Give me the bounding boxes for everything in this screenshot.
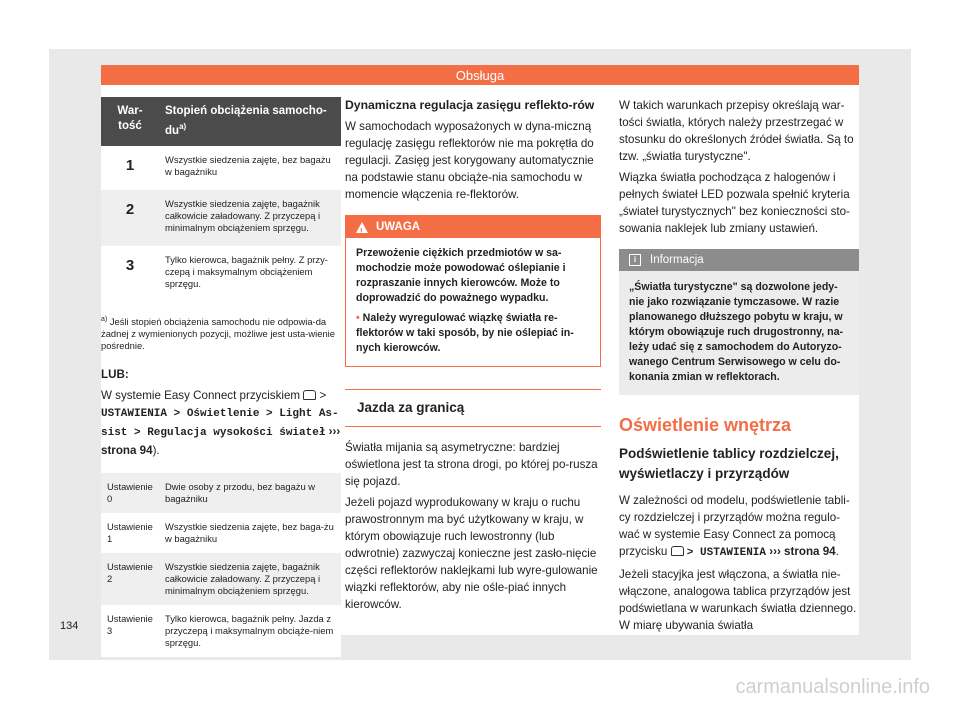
interior-lighting-heading: Oświetlenie wnętrza <box>619 415 792 435</box>
dashboard-lighting-heading: Podświetlenie tablicy rozdzielczej, wyświetlaczy i przyrządów <box>619 446 839 481</box>
menu-path: > USTAWIENIA <box>686 547 767 559</box>
settings-table <box>101 473 341 657</box>
tourist-light-text-2: Wiązka światła pochodząca z halogenów i pełnych świateł LED pozwala spełnić kryteria „świateł turystycznych" bez konieczności sto-sowania naklejek lub zmiany ustawień. <box>619 171 850 235</box>
page-number: 134 <box>60 620 79 632</box>
page-reference[interactable]: ››› strona 94 <box>101 424 341 457</box>
row-desc: Wszystkie siedzenia zajęte, bez bagażu w bagażniku <box>159 146 341 190</box>
setting-value: Wszystkie siedzenia zajęte, bez baga-żu w bagażniku <box>159 513 341 553</box>
warning-bullet: • Należy wyregulować wiązkę światła re-flektorów w taki sposób, by nie oślepiać in-nych kierowców. <box>356 312 574 354</box>
table-header-value: War- tość <box>101 97 159 146</box>
lub-label: LUB: <box>101 367 129 381</box>
tourist-light-text-1: W takich warunkach przepisy określają war-tości światła, których należy przestrzegać w stosunku do określonych źródeł światła. Są to tzw. „światła turystyczne". <box>619 99 854 163</box>
abroad-text-2: Jeżeli pojazd wyprodukowany w kraju o ruchu prawostronnym ma być użytkowany w kraju, w którym obowiązuje ruch lewostronny (lub odwrotnie) zazwyczaj konieczne jest zasło-nięcie części reflektorów naklejkami lub wyre-gulowanie wiązki reflektorów, aby nie ośle-piać innych kierowców. <box>345 496 598 611</box>
car-icon <box>303 390 316 400</box>
info-icon: i <box>629 254 641 266</box>
page-header <box>101 65 859 85</box>
section-title: Jazda za granicą <box>357 400 465 415</box>
section-box <box>345 389 601 427</box>
setting-key: Ustawienie 3 <box>101 605 159 657</box>
table-row <box>101 246 341 302</box>
table-row <box>101 473 341 513</box>
info-header <box>619 249 859 271</box>
info-text: „Światła turystyczne" są dozwolone jedy-nie jako rozwiązanie tymczasowe. W razie planowanego dłuższego pobytu w kraju, w którym obowiązuje ruch drugostronny, na-leży udać się z samochodem do Autoryzo-wanego Centrum Serwisowego w celu do-konania zmian w reflektorach. <box>629 281 844 383</box>
table-row <box>101 146 341 190</box>
row-desc: Tylko kierowca, bagażnik pełny. Z przy-czepą i maksymalnym obciążeniem sprzęgu. <box>159 246 341 302</box>
table-row <box>101 605 341 657</box>
setting-key: Ustawienie 0 <box>101 473 159 513</box>
warning-icon <box>356 222 368 233</box>
ignition-text: Jeżeli stacyjka jest włączona, a światła nie-włączone, analogowa tablica przyrządów jest podświetlana w warunkach światła dziennego. W miarę ubywania światła <box>619 568 857 632</box>
setting-value: Wszystkie siedzenia zajęte, bagażnik całkowicie załadowany. Z przyczepą i minimalnym obciążeniem sprzęgu. <box>159 553 341 605</box>
table-row <box>101 553 341 605</box>
info-box <box>619 249 859 395</box>
table-row <box>101 513 341 553</box>
dashboard-lighting-text: W zależności od modelu, podświetlenie tabli-cy rozdzielczej i przyrządów można regulo-wać w systemie Easy Connect za pomocą przycisku > USTAWIENIA ››› strona 94. <box>619 494 850 559</box>
header-title: Obsługa <box>455 67 505 83</box>
setting-value: Dwie osoby z przodu, bez bagażu w bagażniku <box>159 473 341 513</box>
table-header-row <box>101 97 341 146</box>
watermark: carmanualsonline.info <box>735 676 930 698</box>
warning-box <box>345 215 601 367</box>
info-title: Informacja <box>650 253 704 266</box>
row-value: 1 <box>101 146 159 190</box>
table-row <box>101 190 341 246</box>
warning-text: Przewożenie ciężkich przedmiotów w sa-mochodzie może powodować oślepianie i rozpraszanie innych kierowców. Może to doprowadzić do poważnego wypadku. <box>356 247 566 304</box>
warning-title: UWAGA <box>376 220 421 233</box>
row-value: 3 <box>101 246 159 302</box>
dynamic-range-text: W samochodach wyposażonych w dyna-miczną regulację zasięgu reflektorów nie ma pokrętła do regulacji. Zasięg jest korygowany automatycznie na podstawie stanu obciąże-nia samochodu w momencie włączenia re-flektorów. <box>345 120 594 201</box>
bullet-icon: • <box>356 312 360 324</box>
setting-key: Ustawienie 2 <box>101 553 159 605</box>
car-icon <box>671 546 684 556</box>
setting-value: Tylko kierowca, bagażnik pełny. Jazda z przyczepą i maksymalnym obciąże-niem sprzęgu. <box>159 605 341 657</box>
page-reference[interactable]: ››› strona 94 <box>769 545 836 558</box>
row-value: 2 <box>101 190 159 246</box>
abroad-text-1: Światła mijania są asymetryczne: bardziej oświetlona jest ta strona drogi, po której po-rusza się pojazd. <box>345 441 598 488</box>
column-left <box>101 97 341 657</box>
column-right <box>619 97 859 634</box>
dynamic-range-heading: Dynamiczna regulacja zasięgu reflekto-rów <box>345 98 595 112</box>
row-desc: Wszystkie siedzenia zajęte, bagażnik całkowicie załadowany. Z przyczepą i minimalnym obciążeniem sprzęgu. <box>159 190 341 246</box>
footnote-text: Jeśli stopień obciążenia samochodu nie odpowia-da żadnej z wymienionych pozycji, możliwe jest usta-wienie pośrednie. <box>101 315 335 351</box>
warning-header <box>346 216 600 238</box>
warning-body <box>346 238 600 366</box>
easy-connect-instruction: W systemie Easy Connect przyciskiem > USTAWIENIA > Oświetlenie > Light As-sist > Regulacja wysokości świateł ››› strona 94). <box>101 388 341 457</box>
column-middle <box>345 97 601 613</box>
table-header-load: Stopień obciążenia samocho- $du^{a)}$ <box>159 97 341 146</box>
footnote <box>101 314 341 352</box>
footnote-mark: a) <box>101 315 108 323</box>
header-footnote-mark: a) <box>179 122 187 131</box>
setting-key: Ustawienie 1 <box>101 513 159 553</box>
load-level-table <box>101 97 341 302</box>
menu-path: USTAWIENIA > Oświetlenie > Light As-sist > Regulacja wysokości świateł <box>101 407 339 439</box>
